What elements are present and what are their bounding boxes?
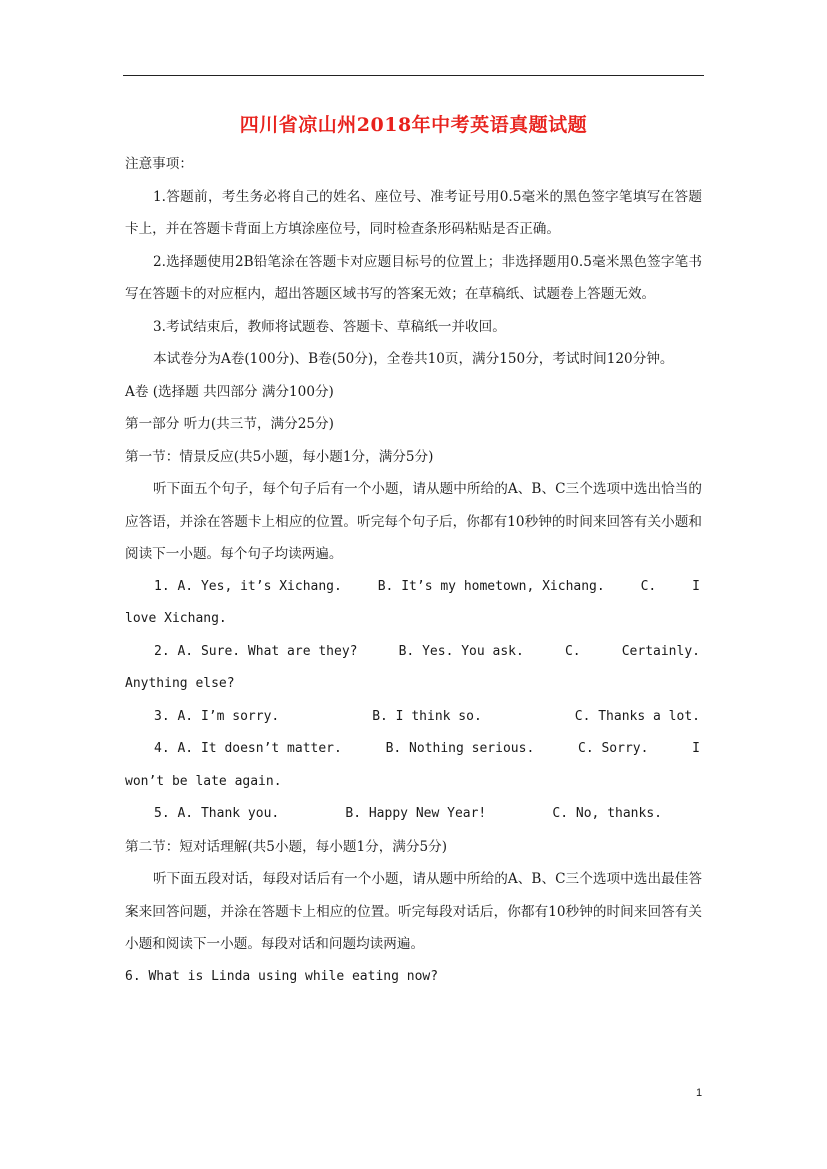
volume-a-heading: A卷 (选择题 共四部分 满分100分) bbox=[125, 383, 334, 400]
question-4-option-c-word: I bbox=[692, 741, 700, 756]
page-number: 1 bbox=[696, 1087, 703, 1099]
notice-heading: 注意事项： bbox=[125, 156, 193, 172]
question-3-option-a: 3. A. I’m sorry. bbox=[154, 708, 280, 724]
header-rule bbox=[123, 75, 704, 76]
question-2-option-c: C. bbox=[564, 643, 581, 659]
question-2-option-b: B. Yes. You ask. bbox=[398, 643, 524, 659]
section2-heading: 第二节：短对话理解(共5小题，每小题1分，满分5分) bbox=[125, 838, 448, 855]
section1-instructions: 听下面五个句子，每个句子后有一个小题，请从题中所给的A、B、C三个选项中选出恰当的应答语，并涂在答题卡上相应的位置。听完每个句子后，你都有10秒钟的时间来回答有关小题和阅读下一小题。每个句子均读两遍。 bbox=[125, 481, 702, 562]
question-1-option-c: C. bbox=[640, 578, 657, 594]
question-1-option-a: 1. A. Yes, it’s Xichang. bbox=[154, 578, 342, 594]
question-1-option-c-word: I bbox=[692, 578, 700, 594]
document-title: 四川省凉山州2018年中考英语真题试题 bbox=[239, 114, 588, 136]
question-1 bbox=[125, 571, 702, 604]
exam-info: 本试卷分为A卷(100分)、B卷(50分)，全卷共10页，满分150分，考试时间120分钟。 bbox=[153, 351, 674, 367]
notice-item-1: 1.答题前，考生务必将自己的姓名、座位号、准考证号用0.5毫米的黑色签字笔填写在答题卡上，并在答题卡背面上方填涂座位号，同时检查条形码粘贴是否正确。 bbox=[125, 188, 702, 237]
question-5-option-a: 5. A. Thank you. bbox=[154, 806, 280, 821]
question-2-option-a: 2. A. Sure. What are they? bbox=[154, 643, 358, 659]
question-5-option-b: B. Happy New Year! bbox=[345, 806, 487, 821]
question-3-option-b: B. I think so. bbox=[372, 708, 482, 724]
question-2 bbox=[125, 636, 702, 669]
question-5-option-c: C. No, thanks. bbox=[552, 806, 662, 821]
notice-item-2: 2.选择题使用2B铅笔涂在答题卡对应题目标号的位置上；非选择题用0.5毫米黑色签字笔书写在答题卡的对应框内，超出答题区域书写的答案无效；在草稿纸、试题卷上答题无效。 bbox=[125, 253, 702, 302]
question-5 bbox=[125, 798, 702, 831]
question-6: 6. What is Linda using while eating now? bbox=[125, 968, 439, 984]
question-1-continuation: love Xichang. bbox=[125, 611, 227, 626]
question-4-option-a: 4. A. It doesn’t matter. bbox=[154, 741, 342, 756]
question-4 bbox=[125, 733, 702, 766]
document-body bbox=[125, 148, 702, 993]
question-2-option-c-word: Certainly. bbox=[621, 643, 700, 659]
part1-heading: 第一部分 听力(共三节，满分25分) bbox=[125, 416, 334, 432]
notice-item-3: 3.考试结束后，教师将试题卷、答题卡、草稿纸一并收回。 bbox=[153, 318, 506, 335]
section1-heading: 第一节：情景反应(共5小题，每小题1分，满分5分) bbox=[125, 448, 434, 465]
question-4-continuation: won’t be late again. bbox=[125, 773, 282, 789]
question-4-option-b: B. Nothing serious. bbox=[385, 741, 535, 756]
question-3-option-c: C. Thanks a lot. bbox=[574, 708, 700, 724]
question-3 bbox=[125, 701, 702, 734]
section2-instructions: 听下面五段对话，每段对话后有一个小题，请从题中所给的A、B、C三个选项中选出最佳答案来回答问题，并涂在答题卡上相应的位置。听完每段对话后，你都有10秒钟的时间来回答有关小题和阅读下一小题。每段对话和问题均读两遍。 bbox=[125, 871, 702, 952]
question-2-continuation: Anything else? bbox=[125, 676, 235, 691]
question-4-option-c: C. Sorry. bbox=[578, 741, 649, 756]
question-1-option-b: B. It’s my hometown, Xichang. bbox=[377, 578, 605, 594]
